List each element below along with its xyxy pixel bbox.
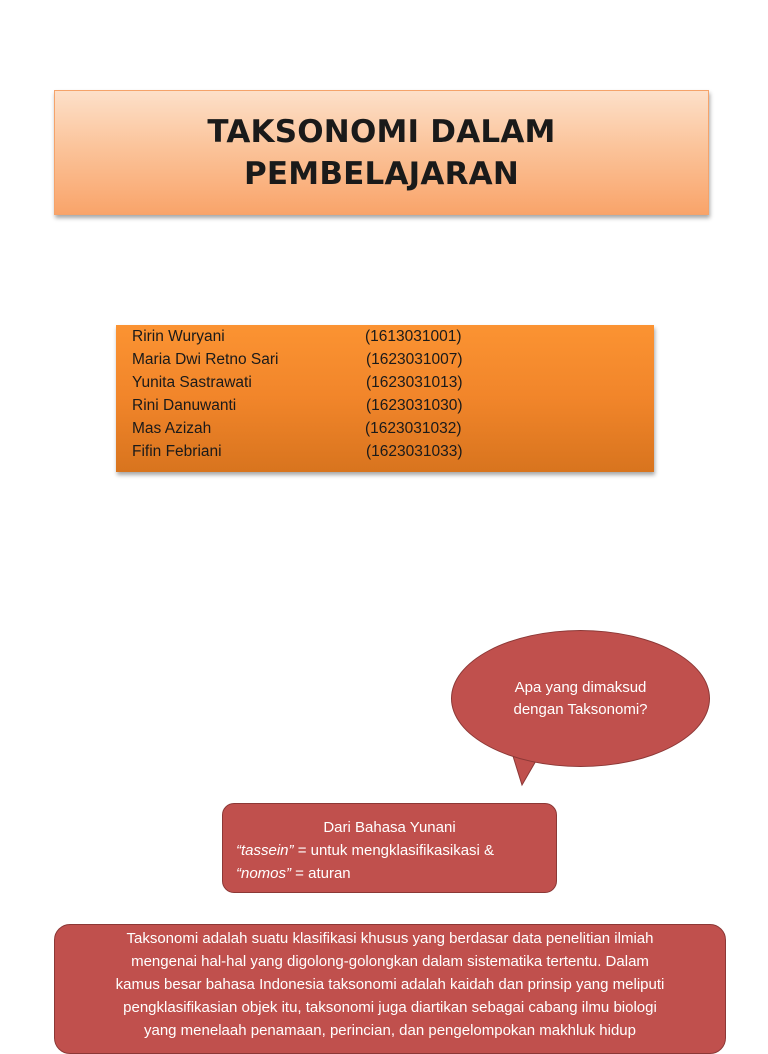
question-speech-bubble bbox=[451, 630, 710, 767]
paragraph-line: kamus besar bahasa Indonesia taksonomi adalah kaidah dan prinsip yang meliputi bbox=[115, 976, 665, 993]
paragraph-line: pengklasifikasian objek itu, taksonomi juga diartikan sebagai cabang ilmu biologi bbox=[123, 999, 657, 1016]
definition-row bbox=[223, 862, 556, 885]
taxonomy-definition-paragraph bbox=[54, 924, 726, 1054]
member-name: Ririn Wuryani bbox=[132, 328, 225, 345]
question-line-1: Apa yang dimaksud bbox=[514, 678, 647, 696]
title-line-2: PEMBELAJARAN bbox=[243, 155, 520, 192]
question-line-2: dengan Taksonomi? bbox=[513, 700, 648, 718]
paragraph-line: yang menelaah penamaan, perincian, dan pengelompokan makhluk hidup bbox=[143, 1022, 636, 1039]
meaning-nomos: = aturan bbox=[291, 865, 351, 882]
definition-box bbox=[222, 803, 557, 893]
member-nim: (1623031032) bbox=[365, 420, 462, 437]
member-row bbox=[132, 348, 632, 371]
member-nim: (1623031030) bbox=[366, 397, 463, 414]
member-row bbox=[132, 417, 632, 440]
paragraph-line: mengenai hal-hal yang digolong-golongkan dalam sistematika tertentu. Dalam bbox=[131, 953, 649, 970]
member-row bbox=[132, 440, 632, 463]
term-tassein: “tassein” bbox=[236, 842, 294, 859]
member-row bbox=[132, 371, 632, 394]
member-name: Yunita Sastrawati bbox=[132, 374, 252, 391]
term-nomos: “nomos” bbox=[236, 865, 292, 882]
member-name: Mas Azizah bbox=[132, 420, 212, 437]
member-nim: (1623031007) bbox=[366, 351, 463, 368]
member-nim: (1613031001) bbox=[365, 328, 462, 345]
paragraph-line: Taksonomi adalah suatu klasifikasi khusus yang berdasar data penelitian ilmiah bbox=[126, 930, 654, 947]
title-line-1: TAKSONOMI DALAM bbox=[207, 113, 556, 150]
member-row bbox=[132, 325, 632, 348]
title-box bbox=[54, 90, 709, 215]
definition-row bbox=[223, 839, 556, 862]
member-nim: (1623031033) bbox=[366, 443, 463, 460]
meaning-tassein: = untuk mengklasifikasikasi & bbox=[293, 842, 495, 859]
member-name: Rini Danuwanti bbox=[132, 397, 237, 414]
member-nim: (1623031013) bbox=[366, 374, 463, 391]
member-list bbox=[116, 325, 654, 472]
member-row bbox=[132, 394, 632, 417]
member-name: Maria Dwi Retno Sari bbox=[132, 351, 279, 368]
definition-heading: Dari Bahasa Yunani bbox=[323, 819, 456, 836]
member-name: Fifin Febriani bbox=[132, 443, 222, 460]
